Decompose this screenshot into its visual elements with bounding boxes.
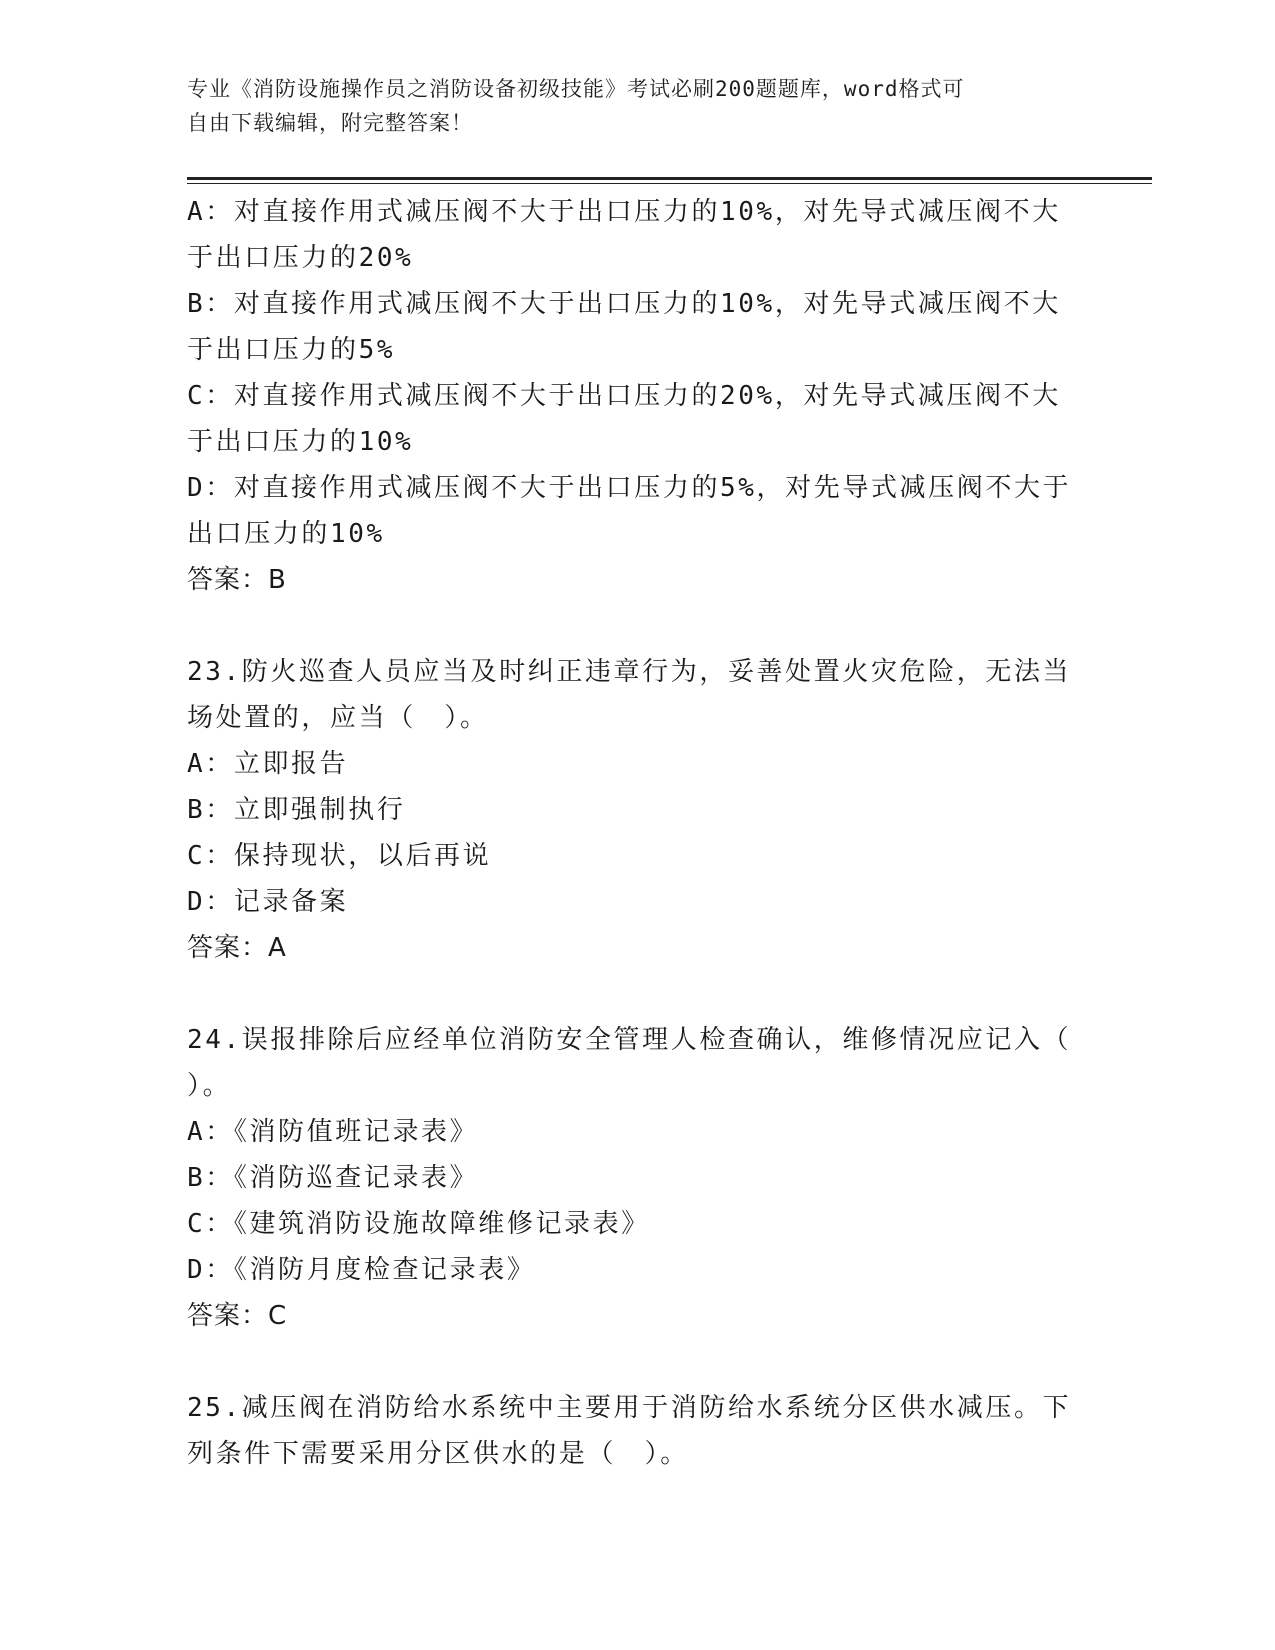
q22-option-a-line-2: 于出口压力的20%: [187, 243, 414, 273]
q22-answer: 答案：B: [187, 565, 287, 595]
header-title-line-2: 自由下载编辑，附完整答案！: [187, 111, 473, 135]
q24-option-d: D：《消防月度检查记录表》: [187, 1255, 536, 1285]
q24-option-c: C：《建筑消防设施故障维修记录表》: [187, 1209, 650, 1239]
q23-stem-line-1: 23.防火巡查人员应当及时纠正违章行为，妥善处置火灾危险，无法当: [187, 657, 1072, 687]
q22-option-d-line-1: D：对直接作用式减压阀不大于出口压力的5%，对先导式减压阀不大于: [187, 473, 1072, 503]
header-divider-thin: [187, 183, 1152, 184]
q24-stem-line-1: 24.误报排除后应经单位消防安全管理人检查确认，维修情况应记入（: [187, 1025, 1072, 1055]
question-24: [187, 1017, 1087, 1339]
q23-option-c: C：保持现状，以后再说: [187, 841, 492, 871]
q22-option-d-line-2: 出口压力的10%: [187, 519, 385, 549]
q22-option-b-line-1: B：对直接作用式减压阀不大于出口压力的10%，对先导式减压阀不大: [187, 289, 1061, 319]
q25-stem-line-2: 列条件下需要采用分区供水的是（ ）。: [187, 1439, 689, 1469]
question-content: [187, 189, 1087, 1477]
spacer: [187, 603, 1087, 649]
q25-stem-line-1: 25.减压阀在消防给水系统中主要用于消防给水系统分区供水减压。下: [187, 1393, 1072, 1423]
q22-option-a-line-1: A：对直接作用式减压阀不大于出口压力的10%，对先导式减压阀不大: [187, 197, 1061, 227]
question-23: [187, 649, 1087, 971]
q23-option-b: B：立即强制执行: [187, 795, 406, 825]
spacer: [187, 1339, 1087, 1385]
q23-option-d: D：记录备案: [187, 887, 349, 917]
header-title-line-1: 专业《消防设施操作员之消防设备初级技能》考试必刷200题题库，word格式可: [187, 77, 965, 101]
question-22: [187, 189, 1087, 603]
q24-option-b: B：《消防巡查记录表》: [187, 1163, 479, 1193]
q23-stem-line-2: 场处置的，应当（ ）。: [187, 703, 489, 733]
q24-stem-line-2: ）。: [187, 1071, 232, 1101]
q22-option-c-line-2: 于出口压力的10%: [187, 427, 414, 457]
q22-option-c-line-1: C：对直接作用式减压阀不大于出口压力的20%，对先导式减压阀不大: [187, 381, 1061, 411]
q22-option-b-line-2: 于出口压力的5%: [187, 335, 396, 365]
question-25: [187, 1385, 1087, 1477]
header-divider: [187, 177, 1152, 180]
q24-option-a: A：《消防值班记录表》: [187, 1117, 479, 1147]
q23-answer: 答案：A: [187, 933, 287, 963]
document-header: [187, 72, 1087, 140]
spacer: [187, 971, 1087, 1017]
q24-answer: 答案：C: [187, 1301, 288, 1331]
q23-option-a: A：立即报告: [187, 749, 349, 779]
